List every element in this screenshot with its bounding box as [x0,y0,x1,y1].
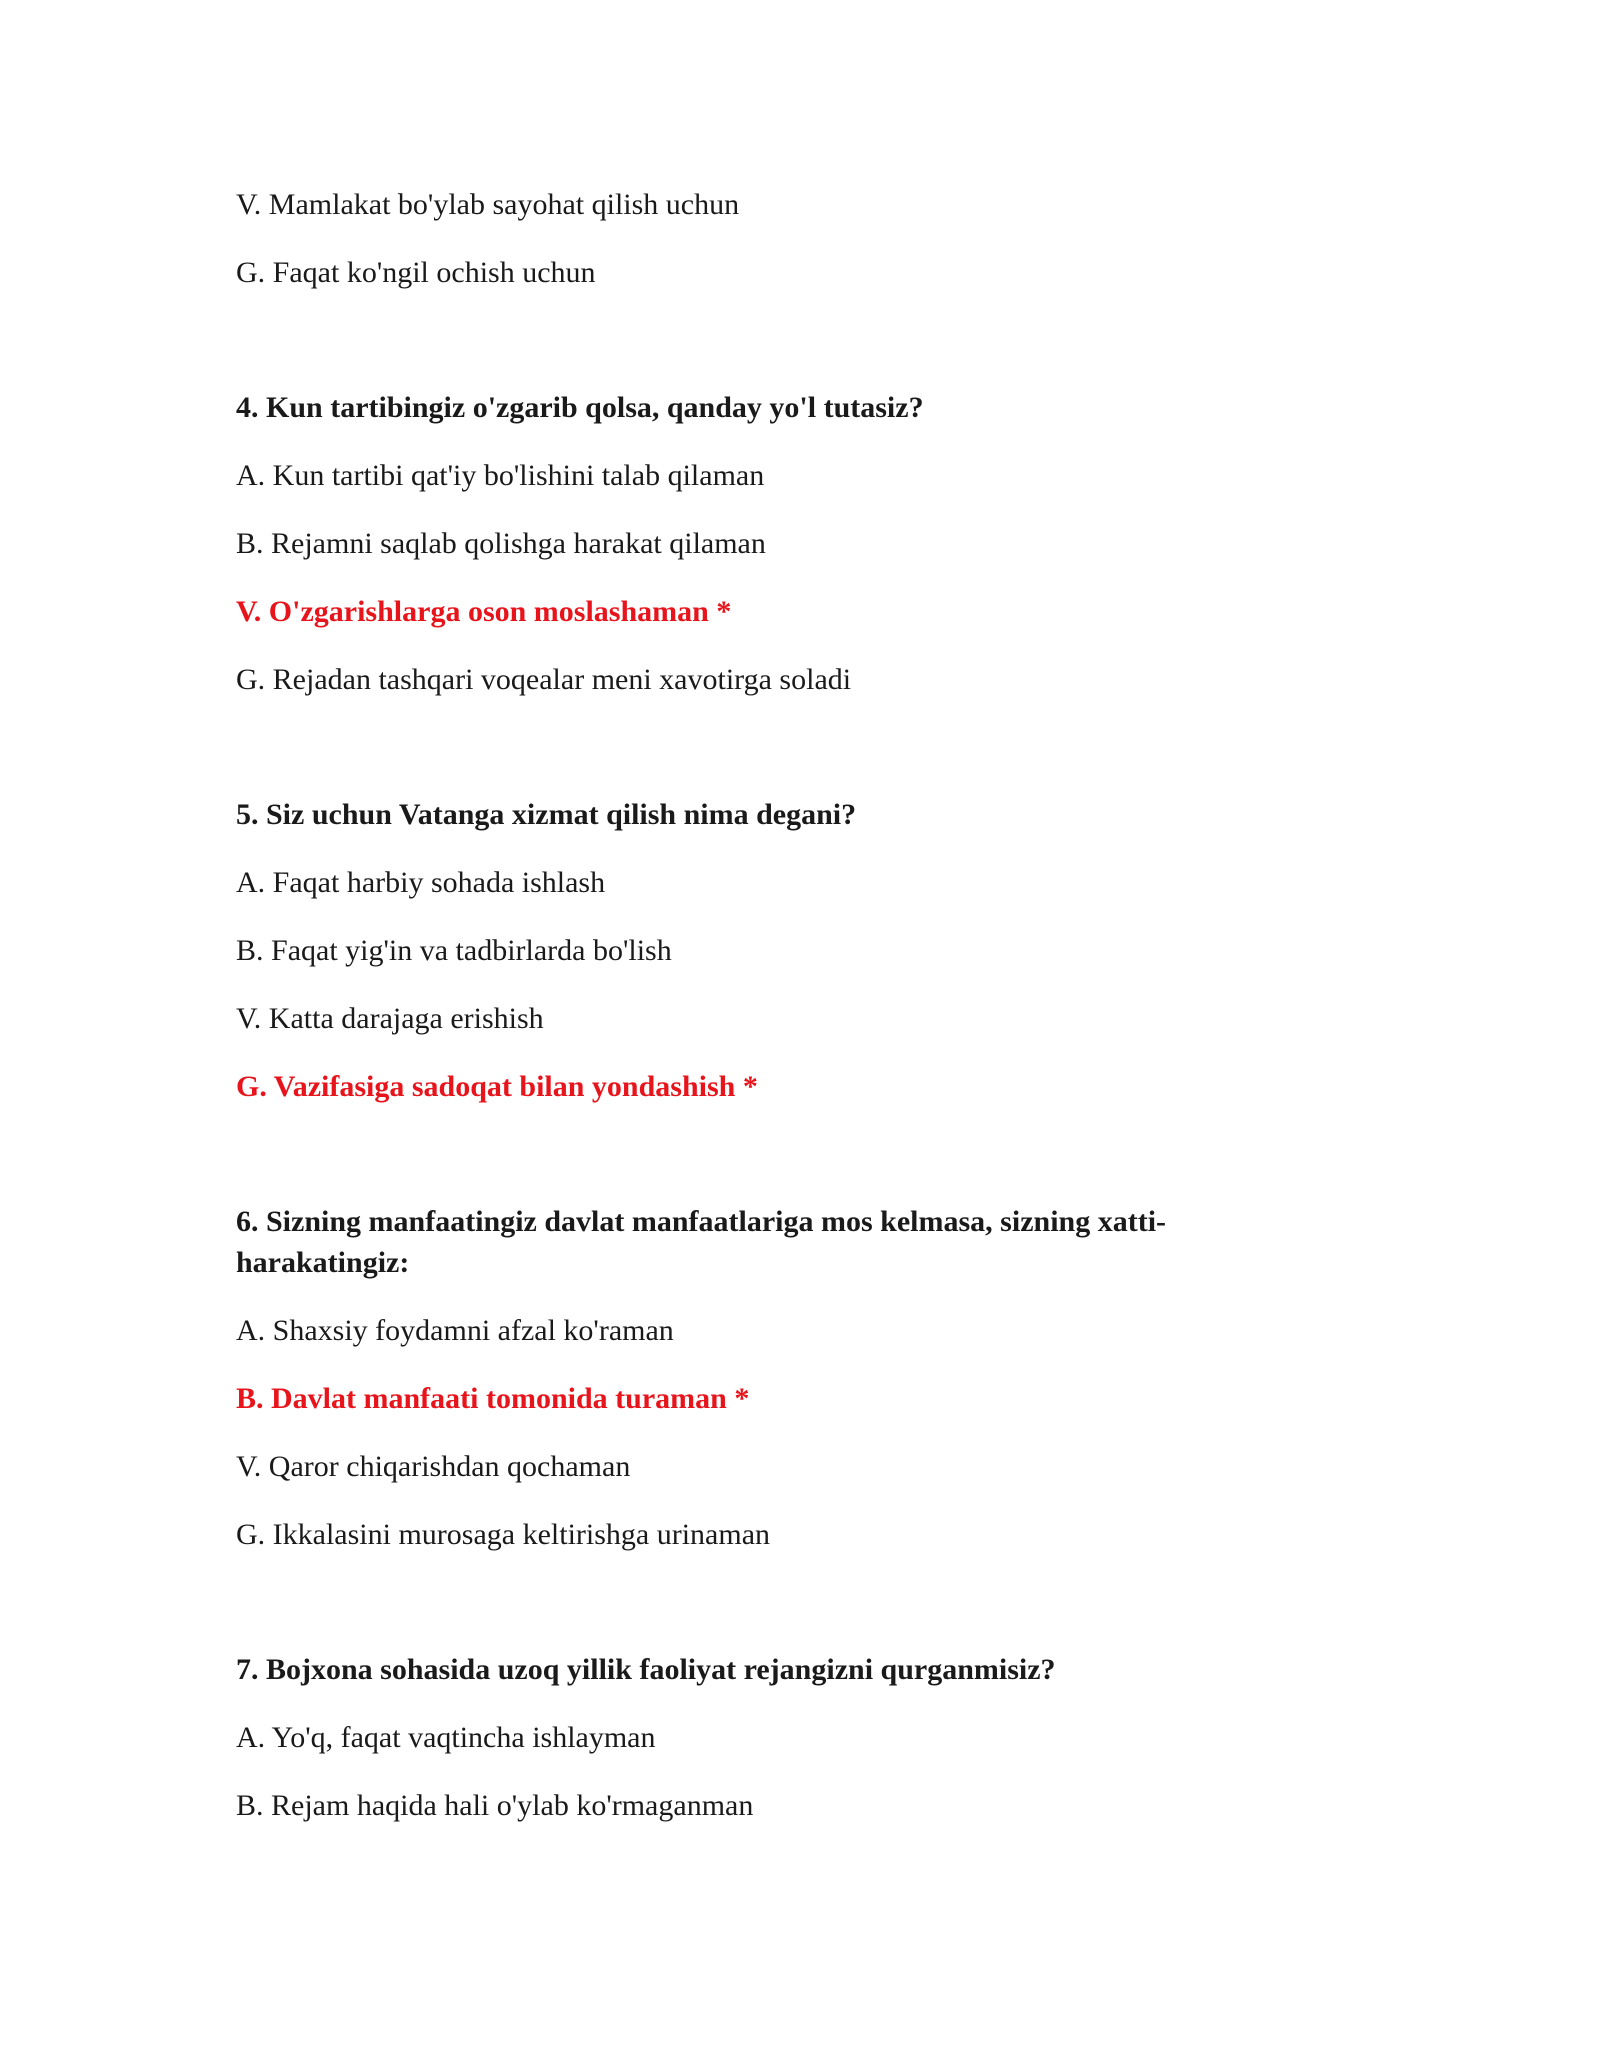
answer-option: V. Mamlakat bo'ylab sayohat qilish uchun [236,188,740,221]
question-block-5 [236,794,1336,1107]
question-block-4 [236,387,1336,700]
answer-option: G. Rejadan tashqari voqealar meni xavotirga soladi [236,663,852,696]
answer-option: B. Faqat yig'in va tadbirlarda bo'lish [236,934,672,967]
answer-option: A. Yo'q, faqat vaqtincha ishlayman [236,1721,656,1754]
question-title: 6. Sizning manfaatingiz davlat manfaatlariga mos kelmasa, sizning xatti-harakatingiz: [236,1205,1167,1279]
question-block-7 [236,1649,1336,1826]
question-title: 7. Bojxona sohasida uzoq yillik faoliyat rejangizni qurganmisiz? [236,1653,1056,1686]
answer-option: A. Faqat harbiy sohada ishlash [236,866,606,899]
correct-answer-option: G. Vazifasiga sadoqat bilan yondashish * [236,1070,758,1103]
intro-options [236,184,1336,293]
answer-option: V. Katta darajaga erishish [236,1002,544,1035]
correct-answer-option: B. Davlat manfaati tomonida turaman * [236,1382,750,1415]
correct-answer-option: V. O'zgarishlarga oson moslashaman * [236,595,732,628]
answer-option: G. Faqat ko'ngil ochish uchun [236,256,596,289]
document-page [236,184,1336,1853]
answer-option: V. Qaror chiqarishdan qochaman [236,1450,631,1483]
question-block-6 [236,1201,1336,1555]
question-title: 4. Kun tartibingiz o'zgarib qolsa, qanday yo'l tutasiz? [236,391,924,424]
answer-option: B. Rejam haqida hali o'ylab ko'rmaganman [236,1789,754,1822]
question-title: 5. Siz uchun Vatanga xizmat qilish nima degani? [236,798,857,831]
answer-option: A. Kun tartibi qat'iy bo'lishini talab qilaman [236,459,765,492]
answer-option: G. Ikkalasini murosaga keltirishga urinaman [236,1518,771,1551]
answer-option: B. Rejamni saqlab qolishga harakat qilaman [236,527,766,560]
answer-option: A. Shaxsiy foydamni afzal ko'raman [236,1314,674,1347]
